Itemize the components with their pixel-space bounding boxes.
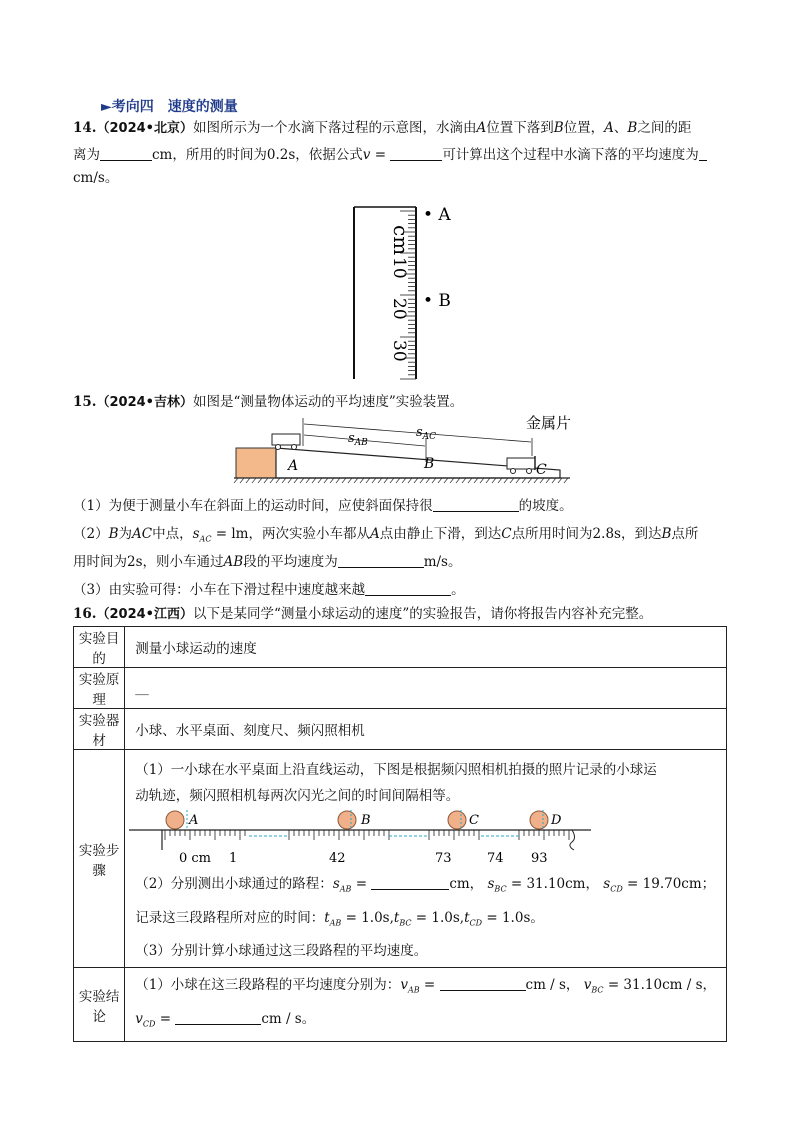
q16-line1 [73, 604, 652, 625]
tick-label: 74 [487, 850, 504, 866]
point-a-label: • A [423, 205, 451, 225]
hatch-line [360, 478, 364, 483]
step2-line2 [135, 908, 716, 934]
q14-source: （2024•北京） [96, 121, 193, 136]
subscript: CD [469, 918, 483, 928]
answer-blank[interactable] [433, 497, 519, 512]
cart-start [272, 434, 300, 445]
answer-blank[interactable] [371, 875, 449, 890]
q15-subscript: AC [199, 534, 212, 544]
subscript: BC [494, 884, 507, 894]
step-text: = 1.0s。 [482, 909, 544, 926]
q15-var: B [661, 526, 672, 542]
hatch-line [486, 478, 490, 483]
table-row [74, 668, 727, 709]
hatch-line [546, 478, 550, 483]
ball [530, 811, 548, 829]
row-label: 实验步骤 [74, 750, 125, 968]
ruler-unit-label: cm [389, 225, 413, 256]
row-value: 测量小球运动的速度 [125, 627, 727, 668]
row-label: 实验原理 [74, 668, 125, 709]
hatch-line [378, 478, 382, 483]
q15-text: （1）为便于测量小车在斜面上的运动时间，应使斜面保持很 [73, 498, 433, 514]
hatch-line [408, 478, 412, 483]
subscript: BC [591, 985, 604, 995]
hatch-line [354, 478, 358, 483]
cart-wheel [527, 469, 532, 474]
q15-part2-line2 [73, 552, 461, 572]
q14-number: 14. [73, 120, 97, 136]
subscript: AB [329, 918, 342, 928]
sac-label: $s_{AC}$ [416, 425, 437, 442]
hatch-line [342, 478, 346, 483]
hatch-line [306, 478, 310, 483]
sab-label: $s_{AB}$ [348, 431, 368, 448]
hatch-line [288, 478, 292, 483]
hatch-line [522, 478, 526, 483]
step-text: = [351, 875, 372, 892]
hatch-line [492, 478, 496, 483]
step-text: = 1.0s, [341, 909, 394, 926]
hatch-line [474, 478, 478, 483]
hatch-line [294, 478, 298, 483]
subscript: BC [399, 918, 412, 928]
hatch-line [414, 478, 418, 483]
answer-blank[interactable] [100, 146, 152, 161]
hatch-line [450, 478, 454, 483]
hatch-line [252, 478, 256, 483]
hatch-line [366, 478, 370, 483]
concl-text: = [419, 976, 440, 993]
ruler-figure [340, 200, 480, 385]
tick-label: 0 cm [179, 850, 212, 866]
q15-text: 用时间为2s，则小车通过 [73, 554, 224, 570]
var: t [324, 909, 330, 926]
concl-text: （1）小球在这三段路程的平均速度分别为： [135, 976, 401, 993]
hatch-line [510, 478, 514, 483]
q15-part3 [73, 580, 465, 600]
hatch-line [282, 478, 286, 483]
track-ticks [165, 830, 569, 840]
hatch-line [480, 478, 484, 483]
step-text: 记录这三段路程所对应的时间： [135, 909, 325, 926]
answer-blank[interactable] [390, 146, 442, 161]
q15-var: AC [132, 526, 153, 542]
hatch-line [318, 478, 322, 483]
q14-var: A [604, 120, 614, 136]
subscript: AB [407, 985, 420, 995]
conclusion-line1 [135, 975, 716, 1001]
step1-line: （1）一小球在水平桌面上沿直线运动，下图是根据频闪照相机拍摄的照片记录的小球运 [135, 761, 657, 778]
concl-text: cm / s。 [261, 1010, 316, 1027]
hatch-line [444, 478, 448, 483]
q15-var: A [369, 526, 380, 542]
row-value[interactable]: __ [125, 668, 727, 709]
hatch-line [564, 478, 568, 483]
hatch-line [300, 478, 304, 483]
q15-var: s [192, 526, 200, 542]
q15-var: AB [223, 554, 244, 570]
ground-hatch [234, 478, 568, 483]
row-label: 实验结论 [74, 968, 125, 1042]
step-text: = 19.70cm； [622, 875, 716, 892]
var: v [135, 1010, 143, 1027]
point-b-label: • B [423, 291, 451, 311]
hatch-line [438, 478, 442, 483]
q15-text: m/s。 [423, 554, 462, 570]
q14-text: 位置下落到 [486, 120, 554, 136]
cart-wheel [292, 445, 297, 450]
q14-text: 、 [613, 120, 628, 136]
row-label: 实验目的 [74, 627, 125, 668]
hatch-line [384, 478, 388, 483]
hatch-line [324, 478, 328, 483]
hatch-line [516, 478, 520, 483]
q16-text: 以下是某同学“测量小球运动的速度”的实验报告，请你将报告内容补充完整。 [193, 606, 653, 622]
ruler-tick-label: 20 [389, 298, 409, 320]
q14-text: 离为 [73, 147, 100, 163]
subscript: CD [610, 884, 623, 894]
hatch-line [390, 478, 394, 483]
incline-figure [228, 410, 588, 484]
row-label: 实验器材 [74, 709, 125, 750]
tick-label: 93 [531, 850, 548, 866]
point-a-label: A [288, 458, 299, 474]
ball [448, 811, 466, 829]
var: s [603, 875, 611, 892]
hatch-line [432, 478, 436, 483]
q15-text: = lm，两次实验小车都从 [211, 526, 370, 542]
row-value: 小球、水平桌面、刻度尺、频闪照相机 [125, 709, 727, 750]
q15-source: （2024•吉林） [96, 395, 193, 410]
hatch-line [276, 478, 280, 483]
step-text: = 1.0s, [411, 909, 465, 926]
hatch-line [240, 478, 244, 483]
table-row [74, 627, 727, 668]
hatch-line [330, 478, 334, 483]
hatch-line [312, 478, 316, 483]
q14-line1 [73, 118, 691, 139]
experiment-report-table [73, 626, 727, 1042]
ruler-tick-label: 10 [389, 257, 409, 279]
q15-number: 15. [73, 394, 97, 410]
point-c-label: C [469, 812, 480, 828]
q15-var: B [108, 526, 119, 542]
concl-text: = [155, 1010, 176, 1027]
concl-text: = 31.10cm / s， [603, 976, 716, 993]
table-row [74, 750, 727, 968]
hatch-line [234, 478, 238, 483]
q14-line2 [73, 145, 707, 165]
step-text: = 31.10cm， [506, 875, 599, 892]
ball [338, 811, 356, 829]
hatch-line [396, 478, 400, 483]
hatch-line [402, 478, 406, 483]
hatch-line [270, 478, 274, 483]
q15-text: （2） [73, 526, 109, 542]
tick-label: 42 [329, 850, 346, 866]
var: s [487, 875, 495, 892]
point-d-label: D [551, 812, 562, 828]
var: v [400, 976, 408, 993]
q15-text: 段的平均速度为 [243, 554, 338, 570]
q14-text: 位置， [563, 120, 605, 136]
metal-plate-label: 金属片 [526, 414, 572, 432]
step-text: （2）分别测出小球通过的路程： [135, 875, 333, 892]
hatch-line [498, 478, 502, 483]
hatch-line [468, 478, 472, 483]
q15-part1 [73, 496, 573, 516]
answer-blank[interactable] [175, 1010, 261, 1025]
var: t [464, 909, 470, 926]
hatch-line [528, 478, 532, 483]
row-value [125, 968, 727, 1042]
cart-wheel [511, 469, 516, 474]
hatch-line [540, 478, 544, 483]
var: t [393, 909, 400, 926]
hatch-line [456, 478, 460, 483]
tick-label: 1 [229, 850, 238, 866]
answer-blank[interactable] [440, 976, 526, 991]
hatch-line [426, 478, 430, 483]
q15-text: 的坡度。 [518, 498, 573, 514]
section-heading [101, 96, 238, 116]
subscript: AB [339, 884, 352, 894]
subscript: CD [142, 1019, 156, 1029]
q15-text: 点所用时间为2.8s，到达 [511, 526, 662, 542]
ball-track-figure [129, 808, 599, 868]
step1-line: 动轨迹，频闪照相机每两次闪光之间的时间间隔相等。 [135, 787, 460, 804]
answer-blank[interactable] [338, 553, 424, 568]
q14-var: A [476, 120, 487, 136]
section-title: 考向四 速度的测量 [111, 99, 238, 115]
q16-source: （2024•江西） [96, 607, 193, 622]
q15-text: 如图是“测量物体运动的平均速度”实验装置。 [193, 394, 464, 410]
hatch-line [558, 478, 562, 483]
point-b-label: B [361, 812, 371, 828]
hatch-line [246, 478, 250, 483]
step3-line: （3）分别计算小球通过这三段路程的平均速度。 [135, 943, 428, 960]
q14-text: = [370, 147, 391, 163]
point-a-label: A [189, 812, 199, 828]
q14-text: cm/s。 [73, 170, 119, 186]
q15-var: C [501, 526, 512, 542]
hatch-line [348, 478, 352, 483]
conclusion-line2 [135, 1009, 716, 1035]
ball [166, 811, 184, 829]
q15-part2-line1 [73, 524, 698, 550]
var: v [583, 976, 592, 993]
hatch-line [534, 478, 538, 483]
hatch-line [504, 478, 508, 483]
q15-text: 为 [118, 526, 133, 542]
hatch-line [258, 478, 262, 483]
q14-text: 可计算出这个过程中水滴下落的平均速度为 [442, 147, 699, 163]
triangle-marker-icon: ► [101, 99, 112, 115]
row-value [125, 750, 727, 968]
q15-text: 。 [451, 582, 465, 598]
ruler-break [570, 830, 575, 850]
q14-var: v [362, 147, 371, 163]
q15-text: 点由静止下滑，到达 [379, 526, 502, 542]
q16-number: 16. [73, 606, 97, 622]
q15-text: 点所 [671, 526, 699, 542]
answer-blank[interactable] [699, 146, 707, 161]
ruler-tick-label: 30 [389, 340, 409, 362]
hatch-line [336, 478, 340, 483]
cart-wheel [276, 445, 281, 450]
hatch-line [372, 478, 376, 483]
table-row [74, 709, 727, 750]
q15-text: （3）由实验可得：小车在下滑过程中速度越来越 [73, 582, 366, 598]
point-c-label: C [536, 462, 547, 478]
q14-text: 之间的距 [637, 120, 692, 136]
concl-text: cm / s， [525, 976, 580, 993]
cart-end [507, 458, 535, 469]
q14-var: B [627, 120, 638, 136]
tick-label: 73 [435, 850, 452, 866]
q14-var: B [553, 120, 564, 136]
hatch-line [264, 478, 268, 483]
q14-text: cm，所用的时间为0.2s，依据公式 [152, 147, 363, 163]
var: s [332, 875, 340, 892]
hatch-line [420, 478, 424, 483]
q14-text: 如图所示为一个水滴下落过程的示意图，水滴由 [193, 120, 477, 136]
step-text: cm， [449, 875, 484, 892]
hatch-line [462, 478, 466, 483]
q15-text: 中点， [152, 526, 193, 542]
q14-line3 [73, 168, 118, 188]
support-block [236, 448, 276, 478]
step2-line1 [135, 874, 716, 900]
answer-blank[interactable] [365, 581, 451, 596]
point-b-label: B [424, 456, 435, 472]
hatch-line [552, 478, 556, 483]
table-row [74, 968, 727, 1042]
